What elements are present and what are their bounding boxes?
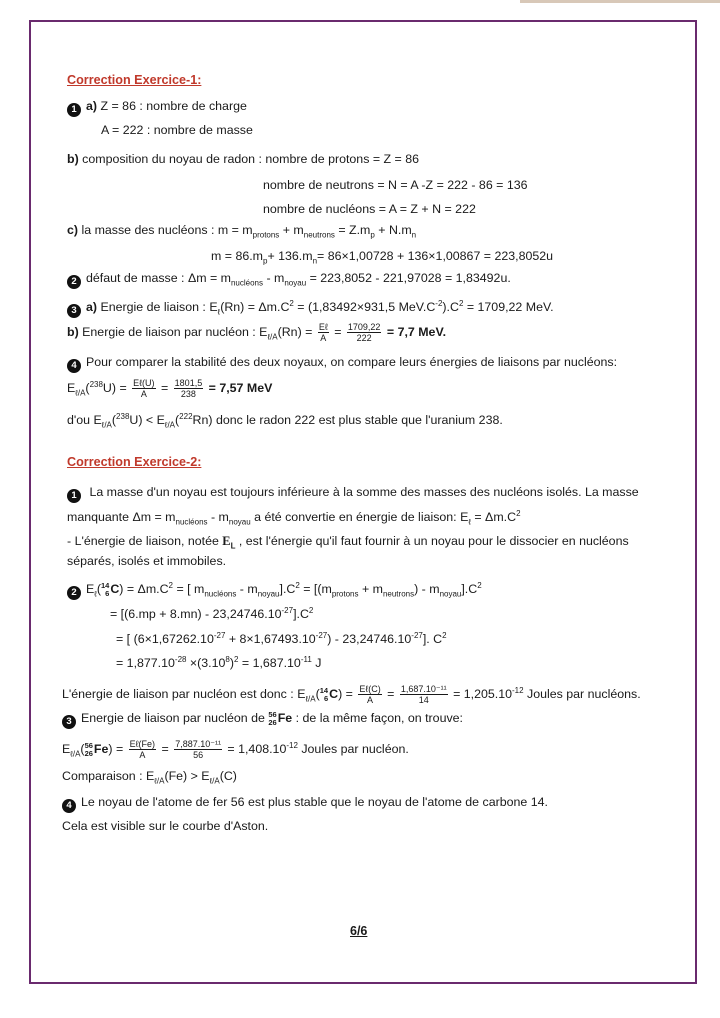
ex1-q4-conclusion: d'ou $E_{\ell/A}(^{238}U) < E_{\ell/A}(^{222}Rn)$ donc le radon 222 est plus stable que l'uranium 238.	[67, 412, 503, 430]
ex2-q3-eq: $E_{\ell/A}$( 56 26 Fe) = $\frac{\text{Eℓ(Fe)}}{A}$ = $\frac{\text{7,887.10⁻¹¹}}{56}$ = $1,408.10^{-12}$ Joules par nucléon.	[62, 739, 409, 761]
ex1-q3-b: b) Energie de liaison par nucléon : $E_{\ell/A}(Rn)$ = $\frac{\text{Eℓ}}{A}$ = $\frac{1709,22}{222}$ = 7,7 MeV.	[67, 322, 447, 343]
ex1-q3-a: 3 a) Energie de liaison : $E_\ell(Rn) = \Delta m.C^2 = (1,83492\times 931,5$ $MeV.C^{-2}).C^2 = 1709,22$ MeV.	[67, 296, 554, 321]
ex2-q2-l4: = $1,877.10^{-28} \times(3.10^8)^2 = 1,687.10^{-11}$ J	[116, 655, 322, 671]
ex2-q3: 3 Energie de liaison par nucléon de 56 26 Fe : de la même façon, on trouve:	[62, 710, 463, 729]
ex1-q4: 4 Pour comparer la stabilité des deux noyaux, on compare leurs énergies de liaisons par nucléons:	[67, 354, 617, 373]
ex2-title: Correction Exercice-2:	[67, 455, 202, 469]
ex1-q1-a: 1 a) Z = 86 : nombre de charge	[67, 98, 247, 117]
scan-edge	[520, 0, 720, 3]
item-number-2: 2	[67, 586, 81, 600]
item-number-4: 4	[67, 359, 81, 373]
ex2-q1-p3: - L'énergie de liaison, notée $E_L$ , est l'énergie qu'il faut fournir à un noyau pour le dissocier en nucléons	[67, 534, 629, 551]
item-number-3: 3	[62, 715, 76, 729]
ex2-q4-aston: Cela est visible sur le courbe d'Aston.	[62, 819, 269, 833]
ex1-title: Correction Exercice-1:	[67, 73, 202, 87]
ex2-q2-l1: 2 $E_\ell$( 14 6 $C) = \Delta m.C^2$ = [ $m_{nucléons} - m_{noyau}].C^2 = [(m_{protons} + m_{neutrons}) - m_{noyau}].C^2$	[67, 578, 482, 603]
ex1-q1-c2: $m = 86.m_p+ 136.m_n= 86\times 1,00728 + 136\times 1,00867 = 223,8052u$	[211, 249, 554, 266]
ex1-q1-c: c) la masse des nucléons : $m = m_{protons} + m_{neutrons} = Z.m_p + N.m_n$	[67, 223, 417, 240]
page-number: 6/6	[350, 924, 368, 938]
ex1-q1-b3: nombre de nucléons = A = Z + N = 222	[263, 202, 476, 216]
item-number-1: 1	[67, 489, 81, 503]
ex1-q1-b2: nombre de neutrons = N = A -Z = 222 - 86 = 136	[263, 178, 528, 192]
ex2-q2-per-nucleon: L'énergie de liaison par nucléon est donc : $E_{\ell/A}$( 14 6 C) = $\frac{\text{Eℓ(C)}}{A}$ = $\frac{\text{1,687.10⁻¹¹}}{14}$ = $1,205.10^{-12}$ Joules par nucléons.	[62, 684, 641, 706]
ex2-q1-p1: 1 La masse d'un noyau est toujours inférieure à la somme des masses des nucléons isolés. La masse	[67, 484, 639, 503]
ex1-q4-eq: $E_{\ell/A}(^{238}U)$ = $\frac{\text{Eℓ(U)}}{A}$ = $\frac{1801,5}{238}$ = 7,57 MeV	[67, 378, 273, 400]
ex2-q2-l3: = [ $(6\times 1,67262.10^{-27} + 8\times 1,67493.10^{-27}) - 23,24746.10^{-27}$]. $C^2$	[116, 631, 447, 647]
item-number-3: 3	[67, 304, 81, 318]
item-number-1: 1	[67, 103, 81, 117]
ex1-q1-a2: A = 222 : nombre de masse	[101, 123, 253, 137]
ex2-q1-p4: séparés, isolés et immobiles.	[67, 554, 227, 568]
ex2-q1-p2: manquante $\Delta m = m_{nucléons} - m_{noyau}$ a été convertie en énergie de liaison: $E_\ell = \Delta m.C^2$	[67, 509, 521, 527]
ex2-q2-l2: = $[(6.mp + 8.mn) - 23,24746.10^{-27}].C^2$	[110, 606, 314, 622]
ex1-q2: 2 défaut de masse : $\Delta m = m_{nucléons} - m_{noyau} = 223,8052 - 221,97028 = 1,83492u$.	[67, 270, 511, 291]
ex1-q1-b: b) composition du noyau de radon : nombre de protons = Z = 86	[67, 152, 419, 166]
ex2-q4: 4 Le noyau de l'atome de fer 56 est plus stable que le noyau de l'atome de carbone 14.	[62, 794, 548, 813]
item-number-4: 4	[62, 799, 76, 813]
item-number-2: 2	[67, 275, 81, 289]
ex2-comparison: Comparaison : $E_{\ell/A}(Fe) > E_{\ell/A}(C)$	[62, 769, 237, 786]
